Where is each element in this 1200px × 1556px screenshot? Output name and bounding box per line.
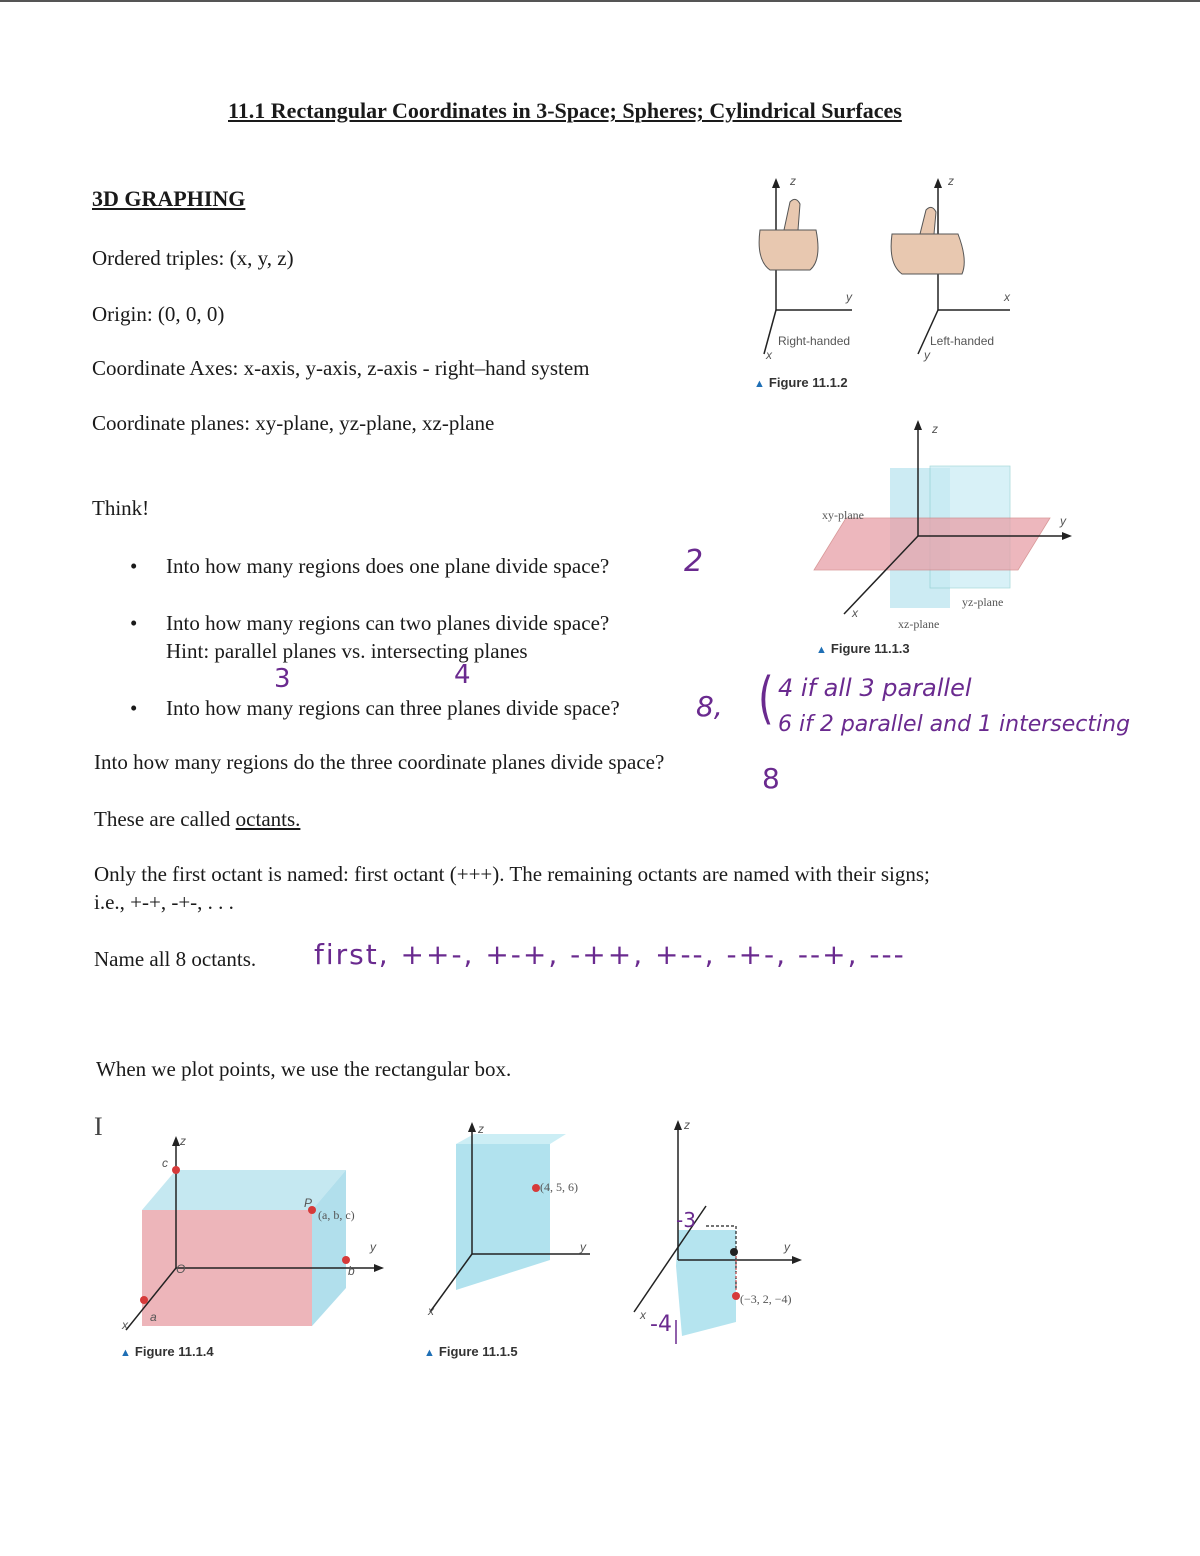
question-one-plane: Into how many regions does one plane divide space?: [166, 554, 610, 578]
fig6-z-axis-label: z: [684, 1118, 690, 1132]
octants-term: octants.: [235, 807, 301, 831]
name-octants-prompt: Name all 8 octants.: [94, 947, 257, 971]
octants-line: [94, 807, 300, 832]
answer-parallel: 3: [274, 664, 291, 694]
fig4-c-label: c: [162, 1156, 168, 1170]
fig6-point-label: (−3, 2, −4): [740, 1292, 792, 1306]
answer-coordinate-planes: 8: [762, 762, 780, 795]
fig6-minus3-annotation: -3: [676, 1208, 696, 1232]
note-two-parallel: 6 if 2 parallel and 1 intersecting: [778, 712, 1131, 737]
fig6-y-axis-label: y: [784, 1240, 790, 1254]
caption-triangle-icon: ▲: [816, 644, 827, 656]
coordinate-planes-line: Coordinate planes: xy-plane, yz-plane, xz-plane: [92, 411, 495, 435]
origin-line: Origin: (0, 0, 0): [92, 302, 225, 326]
question-three-planes: Into how many regions can three planes divide space?: [166, 696, 620, 720]
fig4-x-axis-label: x: [122, 1318, 128, 1332]
bullet-dot: •: [130, 554, 138, 578]
page-title: 11.1 Rectangular Coordinates in 3-Space; Spheres; Cylindrical Surfaces: [228, 98, 902, 123]
fig4-z-axis-label: z: [180, 1134, 186, 1148]
scan-top-edge: [0, 0, 1200, 2]
left-y-axis-label: y: [924, 348, 930, 362]
figure-11-1-4-caption: [120, 1344, 214, 1359]
sign-example-line: i.e., +-+, -+-, . . .: [94, 890, 234, 914]
octants-answer: first, ++-, +-+, -++, +--, -+-, --+, ---: [314, 938, 906, 971]
figure-11-1-5-caption-text: Figure 11.1.5: [438, 1344, 518, 1359]
octants-prefix: These are called: [94, 807, 236, 831]
fig4-p-label: P: [304, 1196, 313, 1210]
answer-one-plane: 2: [684, 544, 704, 579]
note-all-parallel: 4 if all 3 parallel: [778, 674, 972, 702]
hint-two-planes: Hint: parallel planes vs. intersecting planes: [166, 639, 528, 663]
fig4-origin-label: O: [176, 1262, 186, 1276]
xy-plane-label: xy-plane: [822, 508, 864, 522]
figure-11-1-2-caption: [754, 375, 848, 390]
coordinate-axes-line: Coordinate Axes: x-axis, y-axis, z-axis - right–hand system: [92, 356, 590, 380]
think-line: Think!: [92, 496, 150, 520]
bullet-three-planes: [130, 696, 620, 721]
ordered-triples-line: Ordered triples: (x, y, z): [92, 246, 294, 270]
fig4-point-label: (a, b, c): [318, 1208, 355, 1222]
bullet-two-planes: [130, 611, 610, 636]
section-heading: 3D GRAPHING: [92, 186, 246, 211]
left-z-axis-label: z: [948, 174, 954, 188]
fig5-y-axis-label: y: [580, 1240, 586, 1254]
fig6-minus4-annotation: -4: [650, 1312, 672, 1337]
yz-plane-label: yz-plane: [962, 595, 1004, 609]
fig4-a-label: a: [150, 1310, 157, 1324]
figure-11-1-3-drawing: [800, 418, 1080, 628]
answer-intersecting: 4: [454, 660, 471, 690]
right-handed-label: Right-handed: [778, 334, 851, 348]
fig4-y-axis-label: y: [370, 1240, 376, 1254]
figure-11-1-4-drawing: [116, 1130, 396, 1340]
fig5-x-axis-label: x: [428, 1304, 434, 1318]
fig3-y-axis-label: y: [1060, 514, 1066, 528]
fig3-z-axis-label: z: [932, 422, 938, 436]
caption-triangle-icon: ▲: [754, 378, 765, 390]
figure-11-1-3-caption-text: Figure 11.1.3: [830, 641, 910, 656]
right-z-axis-label: z: [790, 174, 796, 188]
right-x-axis-label: x: [766, 348, 772, 362]
figure-11-1-2-caption-text: Figure 11.1.2: [768, 375, 848, 390]
fig5-point-label: (4, 5, 6): [540, 1180, 578, 1194]
plot-points-line: When we plot points, we use the rectangular box.: [96, 1057, 512, 1081]
left-x-axis-label: x: [1004, 290, 1010, 304]
handwritten-brace: (: [758, 666, 774, 732]
answer-three-planes: 8,: [696, 690, 723, 723]
right-y-axis-label: y: [846, 290, 852, 304]
bullet-one-plane: [130, 554, 610, 579]
caption-triangle-icon: ▲: [424, 1347, 435, 1359]
fig6-x-axis-label: x: [640, 1308, 646, 1322]
left-handed-label: Left-handed: [930, 334, 995, 348]
bullet-dot: •: [130, 611, 138, 635]
bullet-dot: •: [130, 696, 138, 720]
fig4-b-label: b: [348, 1264, 355, 1278]
first-octant-line: Only the first octant is named: first octant (+++). The remaining octants are named with their signs;: [94, 862, 930, 886]
figure-11-1-5-drawing: [420, 1120, 620, 1320]
xz-plane-label: xz-plane: [898, 617, 940, 631]
fig3-x-axis-label: x: [852, 606, 858, 620]
caption-triangle-icon: ▲: [120, 1347, 131, 1359]
coordinate-planes-question: Into how many regions do the three coordinate planes divide space?: [94, 750, 665, 774]
fig5-z-axis-label: z: [478, 1122, 484, 1136]
figure-11-1-5-caption: [424, 1344, 518, 1359]
question-two-planes: Into how many regions can two planes divide space?: [166, 611, 610, 635]
figure-11-1-3-caption: [816, 641, 910, 656]
figure-11-1-4-caption-text: Figure 11.1.4: [134, 1344, 214, 1359]
text-cursor-mark: I: [94, 1112, 103, 1141]
